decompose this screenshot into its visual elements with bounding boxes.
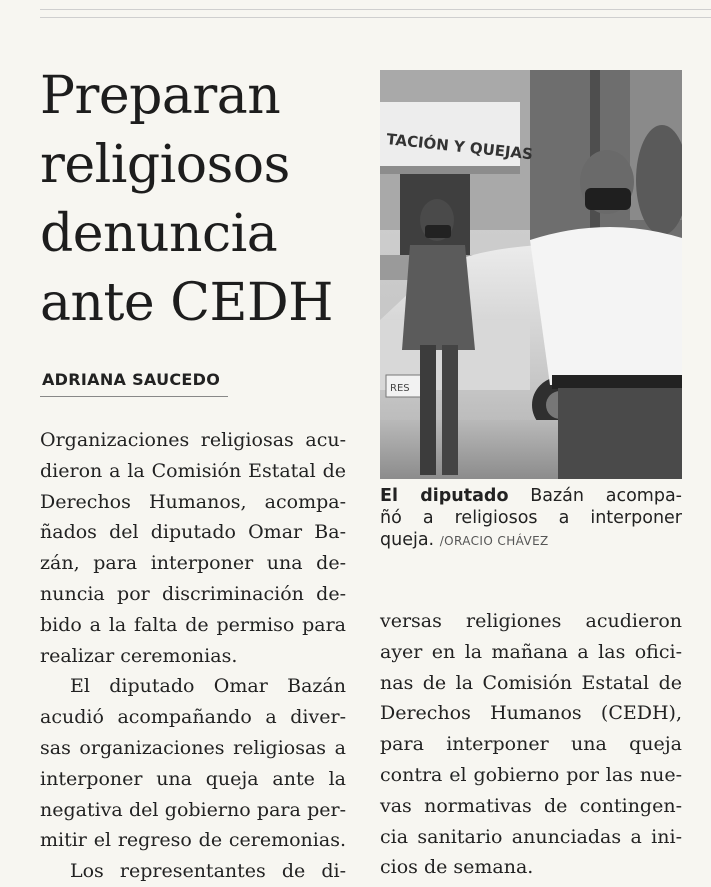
- body-line: El diputado Omar Bazán: [70, 675, 346, 698]
- article-body-left-column: [40, 425, 346, 887]
- top-rule: [40, 9, 711, 10]
- caption-line: [380, 485, 682, 507]
- body-line: Los representantes de di-: [70, 860, 346, 883]
- caption-line: [380, 529, 682, 552]
- body-line: bido a la falta de permiso para: [40, 613, 346, 636]
- body-line: interponer una queja ante la: [40, 767, 346, 790]
- headline-line: denuncia: [40, 204, 278, 264]
- body-line: contra el gobierno por las nue-: [380, 763, 682, 786]
- body-line: cia sanitario anunciadas a ini-: [380, 825, 682, 848]
- caption-line: ñó a religiosos a interponer: [380, 508, 682, 528]
- byline: ADRIANA SAUCEDO: [42, 370, 221, 389]
- body-line: Organizaciones religiosas acu-: [40, 429, 346, 451]
- headline-line: ante CEDH: [40, 273, 333, 333]
- body-line: zán, para interponer una de-: [40, 552, 346, 575]
- caption-text: queja.: [380, 530, 435, 550]
- body-line: para interponer una queja: [380, 733, 682, 756]
- headline-line: Preparan: [40, 66, 281, 126]
- body-line: ayer en la mañana a las ofici-: [380, 640, 682, 663]
- body-line: Derechos Humanos (CEDH),: [380, 702, 682, 725]
- body-line: dieron a la Comisión Estatal de: [40, 459, 346, 482]
- caption-bold: El diputado: [380, 486, 509, 506]
- body-line: realizar ceremonias.: [40, 644, 238, 667]
- body-line: negativa del gobierno para per-: [40, 798, 346, 821]
- body-line: acudió acompañando a diver-: [40, 706, 346, 729]
- body-line: nuncia por discriminación de-: [40, 582, 346, 605]
- top-rule-2: [40, 17, 711, 18]
- headline-line: religiosos: [40, 135, 290, 195]
- body-line: sas organizaciones religiosas a: [40, 736, 346, 759]
- headline: [40, 62, 370, 338]
- body-line: vas normativas de contingen-: [380, 794, 682, 817]
- photo-caption: [380, 485, 682, 552]
- body-line: nas de la Comisión Estatal de: [380, 671, 682, 694]
- article-body-right-column: [380, 606, 682, 883]
- body-line: mitir el regreso de ceremonias.: [40, 829, 346, 852]
- byline-rule: [40, 396, 228, 397]
- caption-text: Bazán acompa-: [508, 486, 682, 506]
- article-photo: [380, 70, 682, 479]
- body-line: Derechos Humanos, acompa-: [40, 490, 346, 513]
- license-plate-text: RES: [390, 383, 410, 394]
- photo-credit: /ORACIO CHÁVEZ: [439, 534, 549, 548]
- body-line: ñados del diputado Omar Ba-: [40, 521, 346, 544]
- building-sign-text: TACIÓN Y QUEJAS: [385, 130, 534, 164]
- body-line: versas religiones acudieron: [380, 610, 682, 632]
- body-line: cios de semana.: [380, 856, 534, 879]
